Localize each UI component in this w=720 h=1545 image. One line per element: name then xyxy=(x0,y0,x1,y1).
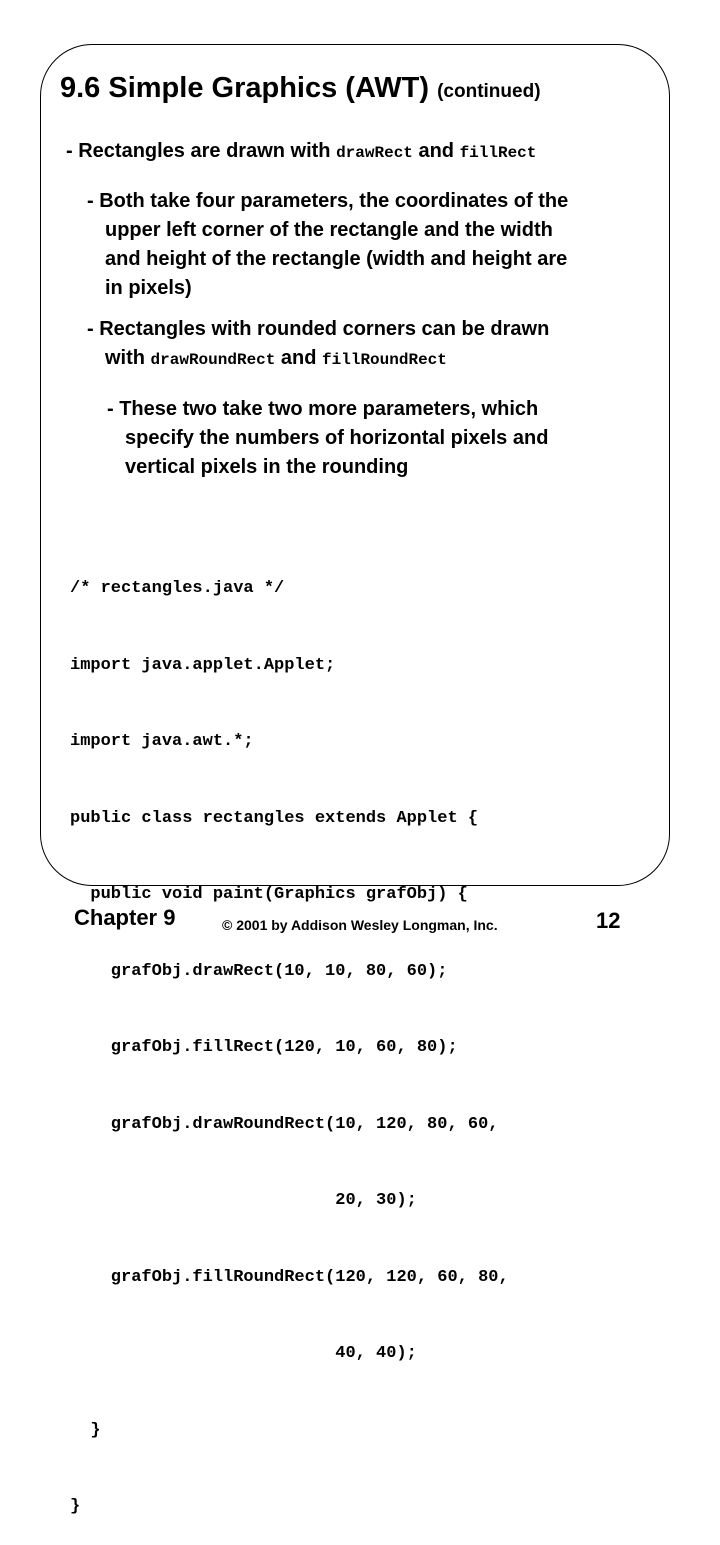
code-line: grafObj.drawRoundRect(10, 120, 80, 60, xyxy=(70,1114,499,1134)
code-line: } xyxy=(70,1497,81,1516)
bullet-rounded-middle: and xyxy=(275,347,323,369)
code-line: import java.awt.*; xyxy=(70,732,254,751)
code-fillroundrect: fillRoundRect xyxy=(322,351,447,369)
bullet-rounded-line-2 xyxy=(87,344,549,375)
bullet-rounded xyxy=(87,315,549,375)
footer-chapter: Chapter 9 xyxy=(74,905,176,930)
bullet-rounded-line-1: - Rectangles with rounded corners can be drawn xyxy=(87,318,550,340)
code-line: public void paint(Graphics grafObj) { xyxy=(70,885,468,904)
title-main: 9.6 Simple Graphics (AWT) xyxy=(60,72,430,104)
bullet-parameters xyxy=(87,187,568,303)
code-line: public class rectangles extends Applet { xyxy=(70,808,479,828)
footer-copyright: © 2001 by Addison Wesley Longman, Inc. xyxy=(222,917,498,933)
slide-title xyxy=(60,72,541,105)
bullet-parameters-line-3: and height of the rectangle (width and height are xyxy=(105,248,568,270)
title-suffix: (continued) xyxy=(437,81,541,102)
bullet-parameters-line-1: - Both take four parameters, the coordinates of the xyxy=(87,190,569,212)
code-fillrect: fillRect xyxy=(459,144,537,162)
code-line: grafObj.fillRect(120, 10, 60, 80); xyxy=(70,1038,458,1057)
page-number: 12 xyxy=(596,908,621,933)
code-line: 20, 30); xyxy=(70,1191,417,1210)
bullet-two-more xyxy=(107,395,548,482)
code-drawrect: drawRect xyxy=(336,144,413,162)
code-drawroundrect: drawRoundRect xyxy=(150,351,276,369)
bullet-rectangles xyxy=(66,137,536,168)
code-listing xyxy=(70,525,509,1545)
bullet-parameters-line-4: in pixels) xyxy=(105,277,192,299)
code-line: } xyxy=(70,1420,101,1440)
bullet-rectangles-middle: and xyxy=(412,140,460,162)
bullet-two-more-line-1: - These two take two more parameters, which xyxy=(107,398,539,420)
code-line: /* rectangles.java */ xyxy=(70,579,285,598)
bullet-two-more-line-2: specify the numbers of horizontal pixels and xyxy=(125,427,549,449)
code-line: import java.applet.Applet; xyxy=(70,655,336,675)
code-line: 40, 40); xyxy=(70,1344,417,1363)
bullet-rectangles-prefix: - Rectangles are drawn with xyxy=(66,140,337,162)
code-line: grafObj.drawRect(10, 10, 80, 60); xyxy=(70,961,448,981)
bullet-rounded-prefix: with xyxy=(105,347,151,369)
code-line: grafObj.fillRoundRect(120, 120, 60, 80, xyxy=(70,1267,509,1287)
bullet-parameters-line-2: upper left corner of the rectangle and the width xyxy=(105,219,553,241)
bullet-two-more-line-3: vertical pixels in the rounding xyxy=(125,456,409,478)
